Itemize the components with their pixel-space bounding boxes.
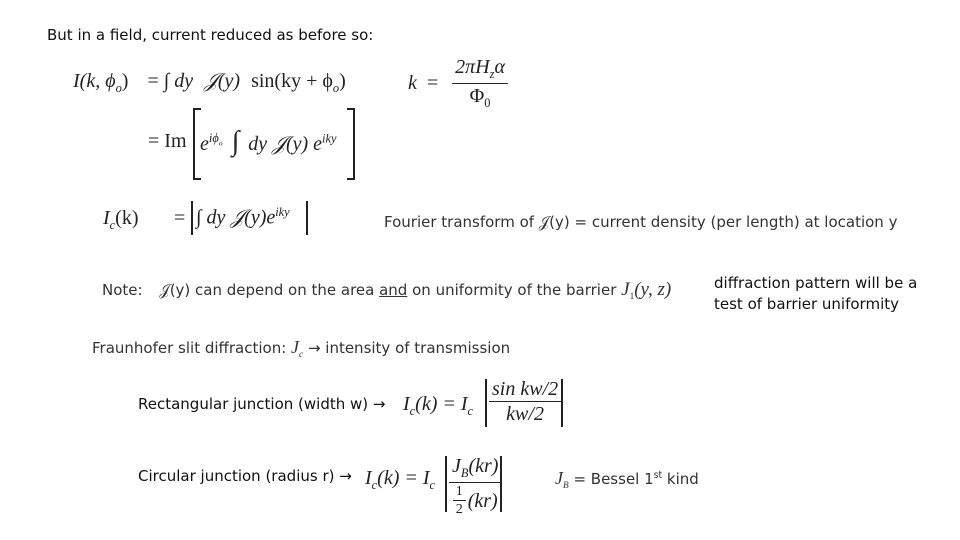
circ-left-abs-bar [445, 456, 447, 512]
k-numerator-tail: α [494, 56, 505, 78]
bessel-text: = Bessel 1 [568, 470, 654, 488]
circ-lhs-i: I [365, 467, 372, 489]
eq1-integral: ∫ [163, 70, 170, 92]
equation-imaginary-part [148, 130, 187, 153]
eq2-integral: ∫ [231, 126, 240, 157]
circular-junction-label: Circular junction (radius r) → [138, 467, 352, 485]
eq2-body-sup: iky [322, 131, 337, 146]
fourier-transform-text: Fourier transform of 𝒥(y) = current density (per length) at location y [384, 213, 898, 231]
equation-k-definition [408, 56, 512, 110]
note-j1-args: (y, z) [634, 279, 672, 300]
fraunhofer-j: J [291, 337, 300, 357]
circ-lhs2-sub: c [429, 478, 436, 492]
note-text-and: and [379, 281, 408, 299]
k-equals: = [426, 71, 439, 94]
rect-lhs-i: I [403, 393, 410, 415]
bessel-j-sub: B [563, 481, 569, 491]
k-symbol: k [408, 71, 417, 94]
eq1-lhs: I(k, ϕ [73, 70, 116, 92]
fraunhofer-j-sub: c [299, 350, 304, 360]
rect-denominator: kw/2 [506, 403, 544, 425]
rect-fraction [489, 378, 561, 425]
eq2-exp: e [200, 133, 209, 155]
eq2-body: dy 𝒥(y) e [248, 133, 323, 155]
circ-den-tail: (kr) [467, 489, 498, 512]
k-fraction [452, 56, 508, 110]
k-denominator-sub: 0 [484, 95, 491, 110]
k-numerator-sub: z [489, 67, 495, 81]
circ-num-j: J [452, 455, 461, 477]
bessel-j: J [555, 468, 563, 488]
circ-right-abs-bar [500, 456, 502, 512]
eq1-lhs-close: ) [121, 70, 129, 92]
note-line [102, 279, 671, 302]
eq3-lhs: I [103, 207, 110, 229]
bessel-sup: st [653, 470, 663, 481]
eq2-equals-im: = Im [148, 130, 187, 152]
rect-numerator: sin kw/2 [489, 378, 561, 402]
note-lead: Note: [102, 281, 143, 299]
eq1-sin-sub: o [332, 81, 340, 95]
eq3-right-abs-bar [306, 201, 308, 235]
side-note-line1: diffraction pattern will be a [714, 274, 918, 292]
note-j1: J [621, 279, 630, 300]
eq2-exp-sup-sub: o [218, 138, 223, 148]
bessel-tail: kind [662, 470, 699, 488]
circ-fraction [449, 455, 501, 517]
eq1-lhs-sub: o [115, 81, 122, 95]
side-note-line2: test of barrier uniformity [714, 295, 899, 313]
eq1-sin: sin(ky + ϕ [251, 70, 333, 92]
rect-lhs-arg: (k) = I [415, 393, 468, 415]
fraunhofer-line [92, 337, 510, 360]
rectangular-junction-label: Rectangular junction (width w) → [138, 395, 386, 413]
page-title: But in a field, current reduced as before so: [47, 26, 374, 44]
k-denominator: Φ [469, 84, 485, 107]
equation-critical-current [103, 207, 139, 233]
note-j1-sub: 1 [629, 292, 635, 302]
fraunhofer-tail: → intensity of transmission [303, 339, 511, 357]
circ-half-den: 2 [455, 502, 463, 518]
eq3-lhs-sub: c [109, 218, 116, 232]
circ-lhs-sub: c [371, 478, 378, 492]
fraunhofer-lead: Fraunhofer slit diffraction: [92, 339, 292, 357]
circ-num-sub: B [460, 466, 469, 480]
eq2-bracket-content [200, 126, 336, 158]
rect-left-abs-bar [485, 379, 487, 427]
note-text-a: 𝒥(y) can depend on the area [159, 281, 380, 299]
eq1-current-density: 𝒥(y) [204, 70, 241, 92]
eq1-equals: = [147, 70, 159, 92]
rect-lhs2-sub: c [467, 404, 474, 418]
eq1-dy: dy [174, 70, 194, 92]
eq3-lhs-arg: (k) [115, 207, 139, 229]
circ-lhs [365, 467, 435, 493]
eq1-sin-close: ) [339, 70, 346, 92]
rect-right-abs-bar [561, 379, 563, 427]
eq3-body-sup: iky [275, 205, 290, 219]
eq3-equals: = [174, 207, 186, 229]
k-numerator: 2πH [455, 56, 490, 78]
circ-half-num: 1 [453, 484, 466, 501]
bessel-note [555, 468, 699, 491]
eq3-left-abs-bar [191, 201, 193, 235]
note-text-b: on uniformity of the barrier [407, 281, 622, 299]
eq3-body-wrap [196, 205, 290, 230]
rect-lhs [403, 393, 473, 419]
rect-lhs-sub: c [409, 404, 416, 418]
eq2-exp-sup: iϕ [208, 131, 219, 146]
eq2-right-bracket [347, 108, 355, 180]
equation-current-integral [73, 70, 346, 96]
circ-num-arg: (kr) [468, 455, 499, 477]
eq3-body: ∫ dy 𝒥(y)e [196, 206, 276, 229]
circ-lhs-arg: (k) = I [377, 467, 430, 489]
